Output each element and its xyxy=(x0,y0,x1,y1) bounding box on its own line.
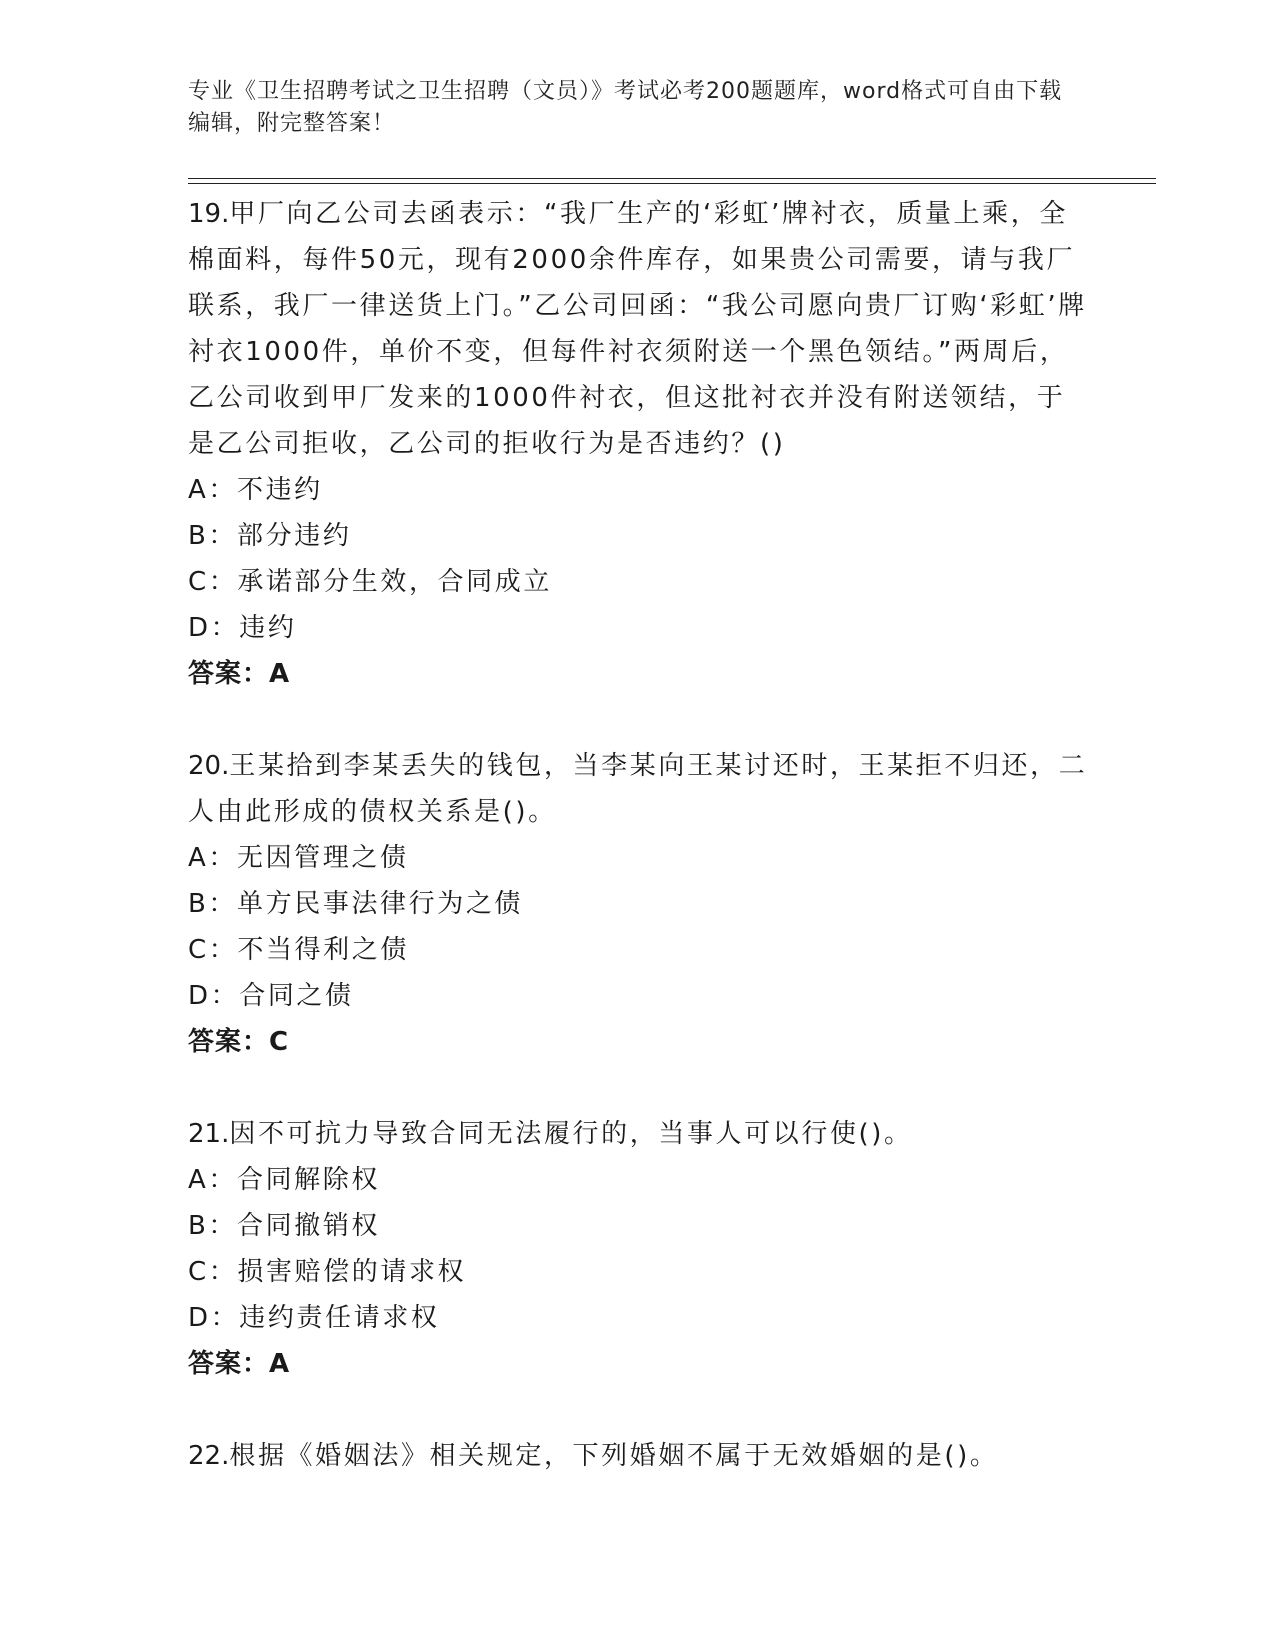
question-number: 20. xyxy=(188,751,230,781)
question-19 xyxy=(188,191,1088,697)
option-b: B：合同撤销权 xyxy=(188,1211,381,1241)
document-header: 专业《卫生招聘考试之卫生招聘（文员）》考试必考200题题库，word格式可自由下载编辑，附完整答案！ xyxy=(188,79,1063,136)
header-divider-bottom xyxy=(188,183,1156,184)
question-text: 王某拾到李某丢失的钱包，当李某向王某讨还时，王某拒不归还，二人由此形成的债权关系是()。 xyxy=(188,751,1088,827)
answer: 答案：A xyxy=(188,659,291,689)
question-text: 因不可抗力导致合同无法履行的，当事人可以行使()。 xyxy=(229,1119,913,1149)
option-b: B：单方民事法律行为之债 xyxy=(188,889,524,919)
option-d: D：违约 xyxy=(188,613,297,643)
option-d: D：合同之债 xyxy=(188,981,354,1011)
question-spacer xyxy=(188,697,1088,743)
question-stem xyxy=(188,1433,1088,1479)
option-c: C：不当得利之债 xyxy=(188,935,409,965)
header-divider-top xyxy=(188,178,1156,179)
question-stem xyxy=(188,191,1088,467)
question-stem xyxy=(188,1111,1088,1157)
question-22 xyxy=(188,1433,1088,1479)
option-a: A：不违约 xyxy=(188,475,323,505)
question-number: 21. xyxy=(188,1119,230,1149)
question-spacer xyxy=(188,1065,1088,1111)
question-list xyxy=(188,191,1088,1479)
option-a: A：无因管理之债 xyxy=(188,843,409,873)
question-text: 甲厂向乙公司去函表示：“我厂生产的‘彩虹’牌衬衣，质量上乘，全棉面料，每件50元，现有2000余件库存，如果贵公司需要，请与我厂联系，我厂一律送货上门。”乙公司回函：“我公司愿向贵厂订购‘彩虹’牌衬衣1000件，单价不变，但每件衬衣须附送一个黑色领结。”两周后，乙公司收到甲厂发来的1000件衬衣，但这批衬衣并没有附送领结，于是乙公司拒收，乙公司的拒收行为是否违约？() xyxy=(188,199,1087,459)
answer: 答案：C xyxy=(188,1027,290,1057)
question-number: 19. xyxy=(188,199,230,229)
option-c: C：损害赔偿的请求权 xyxy=(188,1257,467,1287)
question-text: 根据《婚姻法》相关规定，下列婚姻不属于无效婚姻的是()。 xyxy=(229,1441,999,1471)
option-d: D：违约责任请求权 xyxy=(188,1303,440,1333)
answer: 答案：A xyxy=(188,1349,291,1379)
question-spacer xyxy=(188,1387,1088,1433)
option-a: A：合同解除权 xyxy=(188,1165,380,1195)
question-stem xyxy=(188,743,1088,835)
question-number: 22. xyxy=(188,1441,230,1471)
question-20 xyxy=(188,743,1088,1065)
option-b: B：部分违约 xyxy=(188,521,352,551)
option-c: C：承诺部分生效，合同成立 xyxy=(188,567,552,597)
question-21 xyxy=(188,1111,1088,1387)
